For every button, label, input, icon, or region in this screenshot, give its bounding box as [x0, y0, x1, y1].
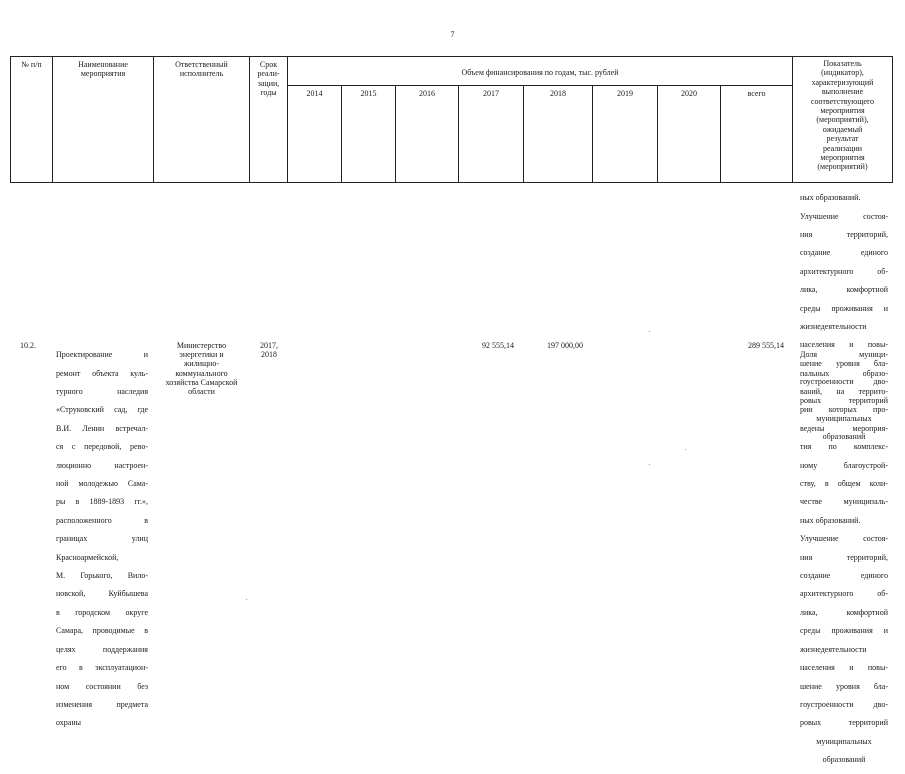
row-value-2017: 92 555,14	[482, 341, 514, 350]
name-line: границах улиц	[56, 534, 148, 544]
name-line: новской, Куйбышева	[56, 589, 148, 599]
name-line: ся с передовой, рево-	[56, 442, 148, 452]
indicator-line: населения и повы-	[800, 663, 888, 673]
name-line: ремонт объекта куль-	[56, 368, 148, 378]
name-line: Самара, проводимые в	[56, 626, 148, 636]
header-executor: Ответственный исполнитель	[175, 60, 228, 79]
indicator-line: ству, в общем коли-	[800, 479, 888, 489]
scan-speck	[685, 449, 686, 450]
indicator-line: среды проживания и	[800, 303, 888, 313]
header-year-2018	[523, 85, 593, 183]
name-line: изменения предмета	[56, 699, 148, 709]
name-line: ной молодежью Сама-	[56, 479, 148, 489]
name-line: ном состоянии без	[56, 681, 148, 691]
row-indicator	[800, 341, 888, 774]
header-term-cell	[249, 56, 288, 183]
indicator-line: архитектурного об-	[800, 266, 888, 276]
indicator-line: жизнедеятельности	[800, 644, 867, 654]
header-term: Срок реали- зации, годы	[257, 60, 280, 97]
header-indicator-cell	[792, 56, 893, 183]
row-number: 10.2.	[20, 341, 36, 350]
name-line: целях поддержания	[56, 644, 148, 654]
scan-speck	[649, 464, 650, 465]
indicator-line: населения и повы-	[800, 340, 888, 350]
name-line: Красноармейской,	[56, 552, 119, 562]
header-indicator: Показатель (индикатор), характеризующий выполнение соответствующего мероприятия (мероприятий), ожидаемый результат реализации мероприятия (мероприятий)	[810, 59, 875, 172]
indicator-line: создание единого	[800, 571, 888, 581]
indicator-line: рии которых про-	[800, 405, 888, 415]
name-line: турного наследия	[56, 387, 148, 397]
row-term: 2017, 2018	[260, 341, 278, 360]
indicator-line: среды проживания и	[800, 626, 888, 636]
row-event-name	[56, 341, 148, 737]
name-line: М. Горького, Вило-	[56, 571, 148, 581]
header-year-total	[720, 85, 793, 183]
indicator-line: ведены мероприя-	[800, 423, 888, 433]
header-financing: Объем финансирования по годам, тыс. рублей	[461, 68, 619, 77]
header-year-2017	[458, 85, 524, 183]
name-line: В.И. Ленин встречал-	[56, 423, 148, 433]
indicator-line: образований	[822, 432, 866, 442]
indicator-line: Улучшение состоя-	[800, 211, 888, 221]
year-label: 2016	[419, 89, 435, 98]
year-label: 2017	[483, 89, 499, 98]
name-line: его в эксплуатацион-	[56, 663, 148, 673]
indicator-line: муниципальных	[816, 736, 872, 746]
year-label: 2019	[617, 89, 633, 98]
indicator-line: ваний, на террито-	[800, 387, 888, 397]
indicator-line: лика, комфортной	[800, 285, 888, 295]
indicator-line: тия по комплекс-	[800, 442, 888, 452]
header-financing-cell	[287, 56, 793, 86]
indicator-line: гоустроенности дво-	[800, 699, 888, 709]
year-label: всего	[747, 89, 766, 98]
header-year-2019	[592, 85, 658, 183]
year-label: 2018	[550, 89, 566, 98]
header-num-cell	[10, 56, 53, 183]
header-name: Наименование мероприятия	[78, 60, 128, 79]
indicator-line: гоустроенности дво-	[800, 377, 888, 387]
indicator-line: ровых территорий	[800, 395, 888, 405]
indicator-line: ровых территорий	[800, 718, 888, 728]
indicator-line: шение уровня бла-	[800, 681, 888, 691]
scan-speck	[246, 599, 247, 600]
row-value-total: 289 555,14	[748, 341, 784, 350]
name-line: охраны	[56, 718, 82, 728]
row-executor: Министерство энергетики и жилищно- коммунального хозяйства Самарской области	[165, 341, 238, 397]
indicator-line: лика, комфортной	[800, 607, 888, 617]
indicator-line: образований	[822, 755, 866, 765]
indicator-line: ния территорий,	[800, 230, 888, 240]
name-line: «Струковский сад, где	[56, 405, 148, 415]
name-line: в городском округе	[56, 607, 148, 617]
page-number: 7	[450, 30, 455, 39]
name-line: люционно настроен-	[56, 460, 148, 470]
year-label: 2015	[360, 89, 377, 98]
header-num: № п/п	[21, 60, 42, 69]
scan-speck	[649, 331, 650, 332]
header-year-2015	[341, 85, 396, 183]
indicator-line: Доля муници-	[800, 350, 888, 360]
header-year-2016	[395, 85, 459, 183]
indicator-line: архитектурного об-	[800, 589, 888, 599]
indicator-line: Улучшение состоя-	[800, 534, 888, 544]
name-line: расположенного в	[56, 515, 148, 525]
indicator-line: ному благоустрой-	[800, 460, 888, 470]
header-executor-cell	[153, 56, 250, 183]
indicator-line: муниципальных	[816, 414, 872, 424]
name-line: ры в 1889-1893 гг.»,	[56, 497, 148, 507]
indicator-line: ных образований.	[800, 515, 861, 525]
indicator-line: ных образований.	[800, 193, 861, 203]
indicator-line: пальных образо-	[800, 368, 888, 378]
header-year-2020	[657, 85, 721, 183]
indicator-line: ния территорий,	[800, 552, 888, 562]
indicator-line: шение уровня бла-	[800, 358, 888, 368]
indicator-line: жизнедеятельности	[800, 322, 867, 332]
indicator-line: честве муниципаль-	[800, 497, 888, 507]
header-year-2014	[287, 85, 342, 183]
year-label: 2014	[306, 89, 323, 98]
name-line: Проектирование и	[56, 350, 148, 360]
indicator-line: создание единого	[800, 248, 888, 258]
year-label: 2020	[681, 89, 697, 98]
row-value-2018: 197 000,00	[547, 341, 583, 350]
header-name-cell	[52, 56, 154, 183]
